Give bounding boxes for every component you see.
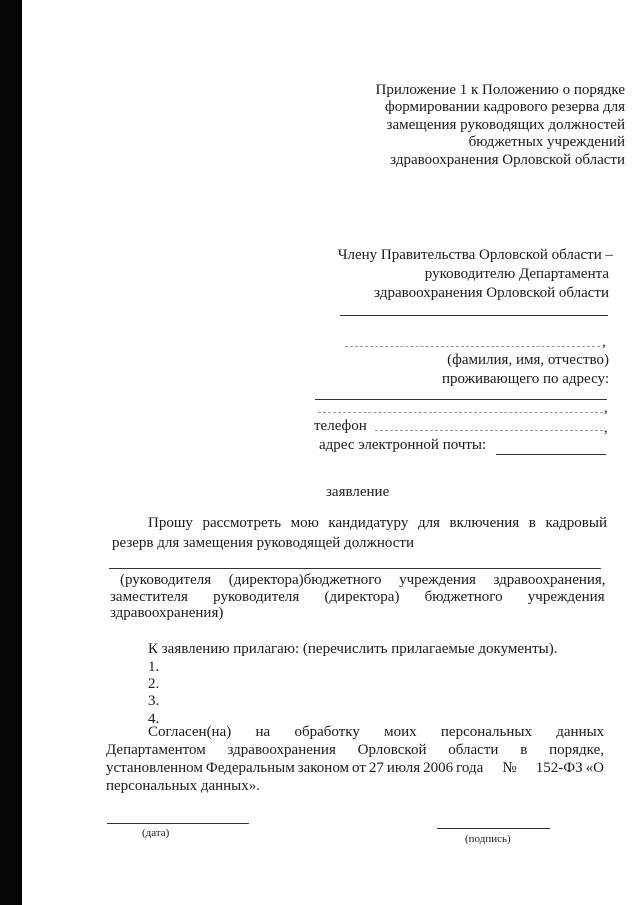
attachment-item-1: 1. — [148, 659, 160, 675]
phone-comma: , — [604, 420, 608, 436]
phone-field-line — [375, 430, 603, 431]
residence-label: проживающего по адресу: — [441, 371, 609, 387]
email-label: адрес электронной почты: — [319, 437, 487, 453]
date-field-line — [107, 823, 249, 824]
annex-line-2: формировании кадрового резерва для — [385, 99, 625, 115]
request-line-2: резерв для замещения руководящей должности — [112, 535, 414, 551]
annex-line-1: Приложение 1 к Положению о порядке — [375, 82, 625, 98]
recipient-name-line — [340, 315, 608, 316]
document-title: заявление — [326, 484, 390, 500]
annex-line-5: здравоохранения Орловской области — [390, 152, 625, 168]
consent-line-2: Департаментом здравоохранения Орловской области в порядке, — [106, 742, 605, 758]
email-field-line — [496, 454, 606, 455]
date-label: (дата) — [142, 827, 170, 839]
address-line-2 — [318, 412, 603, 413]
fio-field-line — [345, 346, 600, 347]
position-note-line-2: заместителя руководителя (директора) бюджетного учреждения — [110, 589, 605, 605]
position-note-line-3: здравоохранения) — [110, 605, 224, 621]
scan-edge-shadow — [0, 0, 22, 905]
attachments-intro: К заявлению прилагаю: (перечислить прилагаемые документы). — [148, 641, 558, 657]
phone-label: телефон — [314, 418, 367, 434]
attachment-item-4: 4. — [148, 711, 160, 727]
position-note-line-1: (руководителя (директора)бюджетного учреждения здравоохранения, — [120, 572, 606, 588]
request-line-1: Прошу рассмотреть мою кандидатуру для включения в кадровый — [148, 515, 607, 531]
fio-label: (фамилия, имя, отчество) — [447, 352, 609, 368]
signature-field-line — [437, 828, 550, 829]
position-field-line — [109, 568, 601, 569]
address-comma: , — [604, 400, 608, 416]
consent-line-4: персональных данных». — [106, 778, 261, 794]
consent-line-3: установленном Федеральным законом от 27 июля 2006 года № 152-ФЗ «О — [106, 760, 604, 776]
annex-line-4: бюджетных учреждений — [468, 134, 625, 150]
address-line-1 — [315, 399, 607, 400]
attachment-item-3: 3. — [148, 693, 160, 709]
consent-line-1: Согласен(на) на обработку моих персональных данных — [148, 724, 605, 740]
addressee-line-2: руководителю Департамента — [424, 266, 609, 282]
addressee-line-1: Члену Правительства Орловской области – — [337, 247, 613, 263]
addressee-line-3: здравоохранения Орловской области — [374, 285, 609, 301]
attachment-item-2: 2. — [148, 676, 160, 692]
fio-comma: , — [602, 334, 606, 350]
annex-line-3: замещения руководящих должностей — [386, 117, 625, 133]
signature-label: (подпись) — [465, 833, 511, 845]
